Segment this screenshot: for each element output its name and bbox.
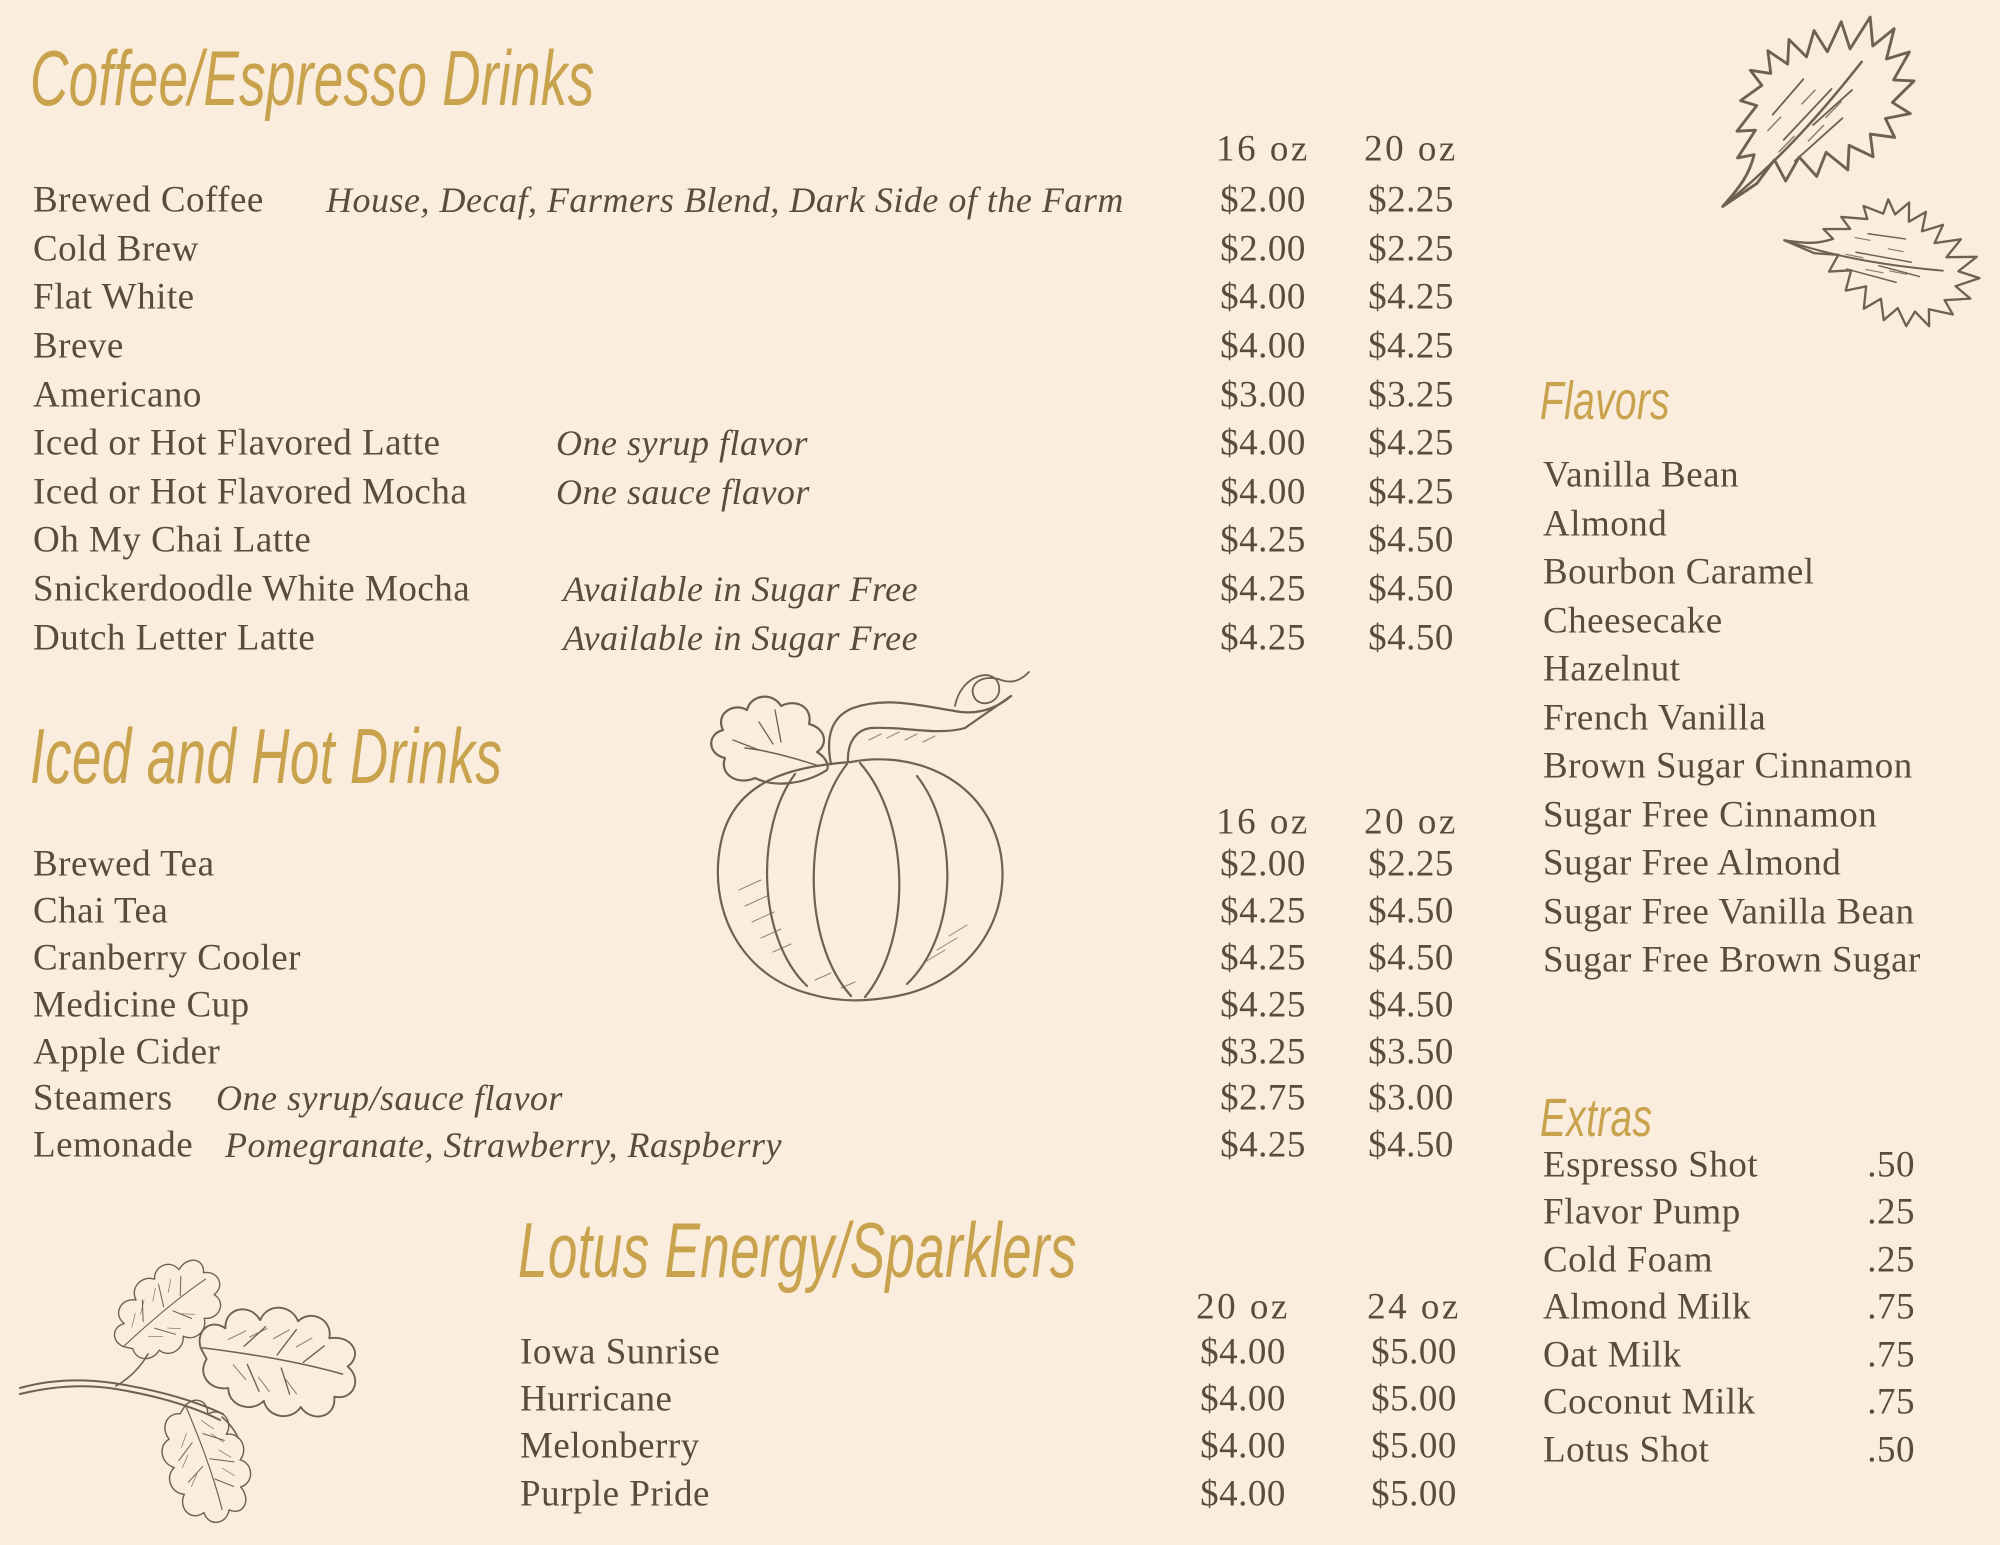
item-price-20oz: $4.25: [1368, 276, 1454, 318]
extra-name: Oat Milk: [1543, 1334, 1682, 1376]
autumn-leaves-icon: [1705, 8, 2000, 343]
item-price-16oz: $4.00: [1220, 471, 1306, 513]
section-title-iced-hot: Iced and Hot Drinks: [30, 712, 503, 800]
item-description: Pomegranate, Strawberry, Raspberry: [225, 1125, 782, 1166]
item-price-16oz: $4.25: [1220, 890, 1306, 932]
item-price-24oz: $5.00: [1371, 1473, 1457, 1515]
item-price-16oz: $3.25: [1220, 1031, 1306, 1073]
item-price-20oz: $4.50: [1368, 1124, 1454, 1166]
flavor-name: Cheesecake: [1543, 600, 1723, 642]
flavor-name: Sugar Free Almond: [1543, 842, 1842, 884]
item-price-16oz: $2.00: [1220, 228, 1306, 270]
item-description: Available in Sugar Free: [563, 569, 919, 610]
item-name: Iced or Hot Flavored Latte: [33, 422, 441, 464]
item-price-20oz: $4.00: [1200, 1473, 1286, 1515]
extra-price: .75: [1867, 1381, 1915, 1423]
size-header-16oz: 16 oz: [1216, 801, 1310, 843]
item-name: Americano: [33, 374, 202, 416]
item-price-20oz: $4.00: [1200, 1378, 1286, 1420]
extra-price: .75: [1867, 1334, 1915, 1376]
list-item: [0, 597, 2000, 646]
section-title-flavors: Flavors: [1540, 371, 1670, 431]
extra-name: Cold Foam: [1543, 1239, 1713, 1281]
item-price-20oz: $4.50: [1368, 519, 1454, 561]
flavor-name: Hazelnut: [1543, 648, 1681, 690]
extra-name: Flavor Pump: [1543, 1191, 1741, 1233]
list-item: [0, 548, 2000, 597]
item-price-20oz: $2.25: [1368, 843, 1454, 885]
item-price-20oz: $2.25: [1368, 179, 1454, 221]
item-price-16oz: $4.00: [1220, 276, 1306, 318]
item-price-20oz: $4.50: [1368, 984, 1454, 1026]
item-price-16oz: $4.25: [1220, 1124, 1306, 1166]
item-name: Medicine Cup: [33, 984, 250, 1026]
extra-name: Lotus Shot: [1543, 1429, 1710, 1471]
flavor-name: French Vanilla: [1543, 697, 1767, 739]
pumpkin-icon: [655, 650, 1055, 1025]
list-item: [0, 1189, 2000, 1237]
size-header-24oz: 24 oz: [1367, 1286, 1461, 1328]
item-description: One sauce flavor: [556, 471, 810, 512]
item-price-24oz: $5.00: [1371, 1378, 1457, 1420]
flavor-name: Brown Sugar Cinnamon: [1543, 745, 1913, 787]
item-price-16oz: $4.25: [1220, 568, 1306, 610]
item-price-16oz: $4.25: [1220, 937, 1306, 979]
item-name: Dutch Letter Latte: [33, 617, 316, 659]
item-price-20oz: $4.25: [1368, 471, 1454, 513]
item-price-20oz: $4.25: [1368, 325, 1454, 367]
item-price-24oz: $5.00: [1371, 1331, 1457, 1373]
item-price-16oz: $4.25: [1220, 984, 1306, 1026]
coffee-size-header-row: [0, 125, 2000, 173]
flavor-name: Sugar Free Vanilla Bean: [1543, 891, 1915, 933]
item-description: House, Decaf, Farmers Blend, Dark Side of the Farm: [326, 180, 1124, 221]
menu-item-row: [0, 176, 2000, 225]
size-header-20oz: 20 oz: [1364, 801, 1458, 843]
item-description: Available in Sugar Free: [563, 617, 919, 658]
item-name: Brewed Coffee: [33, 179, 264, 221]
item-name: Lemonade: [33, 1124, 194, 1166]
item-price-24oz: $5.00: [1371, 1425, 1457, 1467]
item-price-16oz: $4.00: [1220, 422, 1306, 464]
item-name: Iowa Sunrise: [520, 1331, 721, 1373]
menu-item-row: [0, 322, 2000, 371]
menu-item-row: [0, 1028, 2000, 1075]
flavor-name: Almond: [1543, 503, 1668, 545]
item-price-16oz: $2.00: [1220, 179, 1306, 221]
item-price-16oz: $4.00: [1220, 325, 1306, 367]
item-name: Apple Cider: [33, 1031, 221, 1073]
list-item: [0, 451, 2000, 500]
extra-price: .50: [1867, 1429, 1915, 1471]
list-item: [0, 500, 2000, 549]
size-header-16oz: 16 oz: [1216, 128, 1310, 170]
extra-name: Espresso Shot: [1543, 1144, 1759, 1186]
list-item: [0, 1141, 2000, 1189]
item-price-20oz: $3.00: [1368, 1077, 1454, 1119]
item-description: One syrup/sauce flavor: [216, 1078, 563, 1119]
flavor-name: Sugar Free Brown Sugar: [1543, 939, 1921, 981]
item-price-20oz: $4.50: [1368, 568, 1454, 610]
item-name: Hurricane: [520, 1378, 673, 1420]
item-price-16oz: $4.25: [1220, 617, 1306, 659]
menu-item-row: [0, 1075, 2000, 1122]
extra-price: .75: [1867, 1286, 1915, 1328]
extra-price: .25: [1867, 1191, 1915, 1233]
item-description: One syrup flavor: [556, 423, 808, 464]
flavor-name: Vanilla Bean: [1543, 454, 1740, 496]
item-price-16oz: $4.25: [1220, 519, 1306, 561]
item-name: Brewed Tea: [33, 843, 215, 885]
item-name: Steamers: [33, 1077, 173, 1119]
section-title-extras: Extras: [1540, 1088, 1653, 1148]
item-name: Iced or Hot Flavored Mocha: [33, 471, 468, 513]
item-price-20oz: $4.00: [1200, 1331, 1286, 1373]
item-name: Cranberry Cooler: [33, 937, 301, 979]
extra-name: Almond Milk: [1543, 1286, 1751, 1328]
item-name: Breve: [33, 325, 124, 367]
item-price-20oz: $4.00: [1200, 1425, 1286, 1467]
item-price-20oz: $2.25: [1368, 228, 1454, 270]
extra-price: .50: [1867, 1144, 1915, 1186]
item-name: Chai Tea: [33, 890, 169, 932]
item-price-20oz: $4.25: [1368, 422, 1454, 464]
extra-name: Coconut Milk: [1543, 1381, 1756, 1423]
item-name: Melonberry: [520, 1425, 700, 1467]
item-price-16oz: $3.00: [1220, 374, 1306, 416]
item-name: Oh My Chai Latte: [33, 519, 312, 561]
item-price-16oz: $2.75: [1220, 1077, 1306, 1119]
size-header-20oz: 20 oz: [1364, 128, 1458, 170]
menu-item-row: [0, 225, 2000, 274]
item-price-20oz: $3.50: [1368, 1031, 1454, 1073]
item-price-20oz: $3.25: [1368, 374, 1454, 416]
section-title-lotus: Lotus Energy/Sparklers: [518, 1206, 1077, 1294]
item-price-20oz: $4.50: [1368, 617, 1454, 659]
item-name: Cold Brew: [33, 228, 199, 270]
extra-price: .25: [1867, 1239, 1915, 1281]
item-price-16oz: $2.00: [1220, 843, 1306, 885]
menu-item-row: [0, 273, 2000, 322]
oak-branch-icon: [8, 1248, 383, 1543]
size-header-20oz: 20 oz: [1196, 1286, 1290, 1328]
item-name: Purple Pride: [520, 1473, 710, 1515]
item-price-20oz: $4.50: [1368, 890, 1454, 932]
flavor-name: Bourbon Caramel: [1543, 551, 1815, 593]
item-price-20oz: $4.50: [1368, 937, 1454, 979]
item-name: Flat White: [33, 276, 195, 318]
flavor-name: Sugar Free Cinnamon: [1543, 794, 1878, 836]
item-name: Snickerdoodle White Mocha: [33, 568, 471, 610]
section-title-coffee: Coffee/Espresso Drinks: [30, 34, 595, 122]
